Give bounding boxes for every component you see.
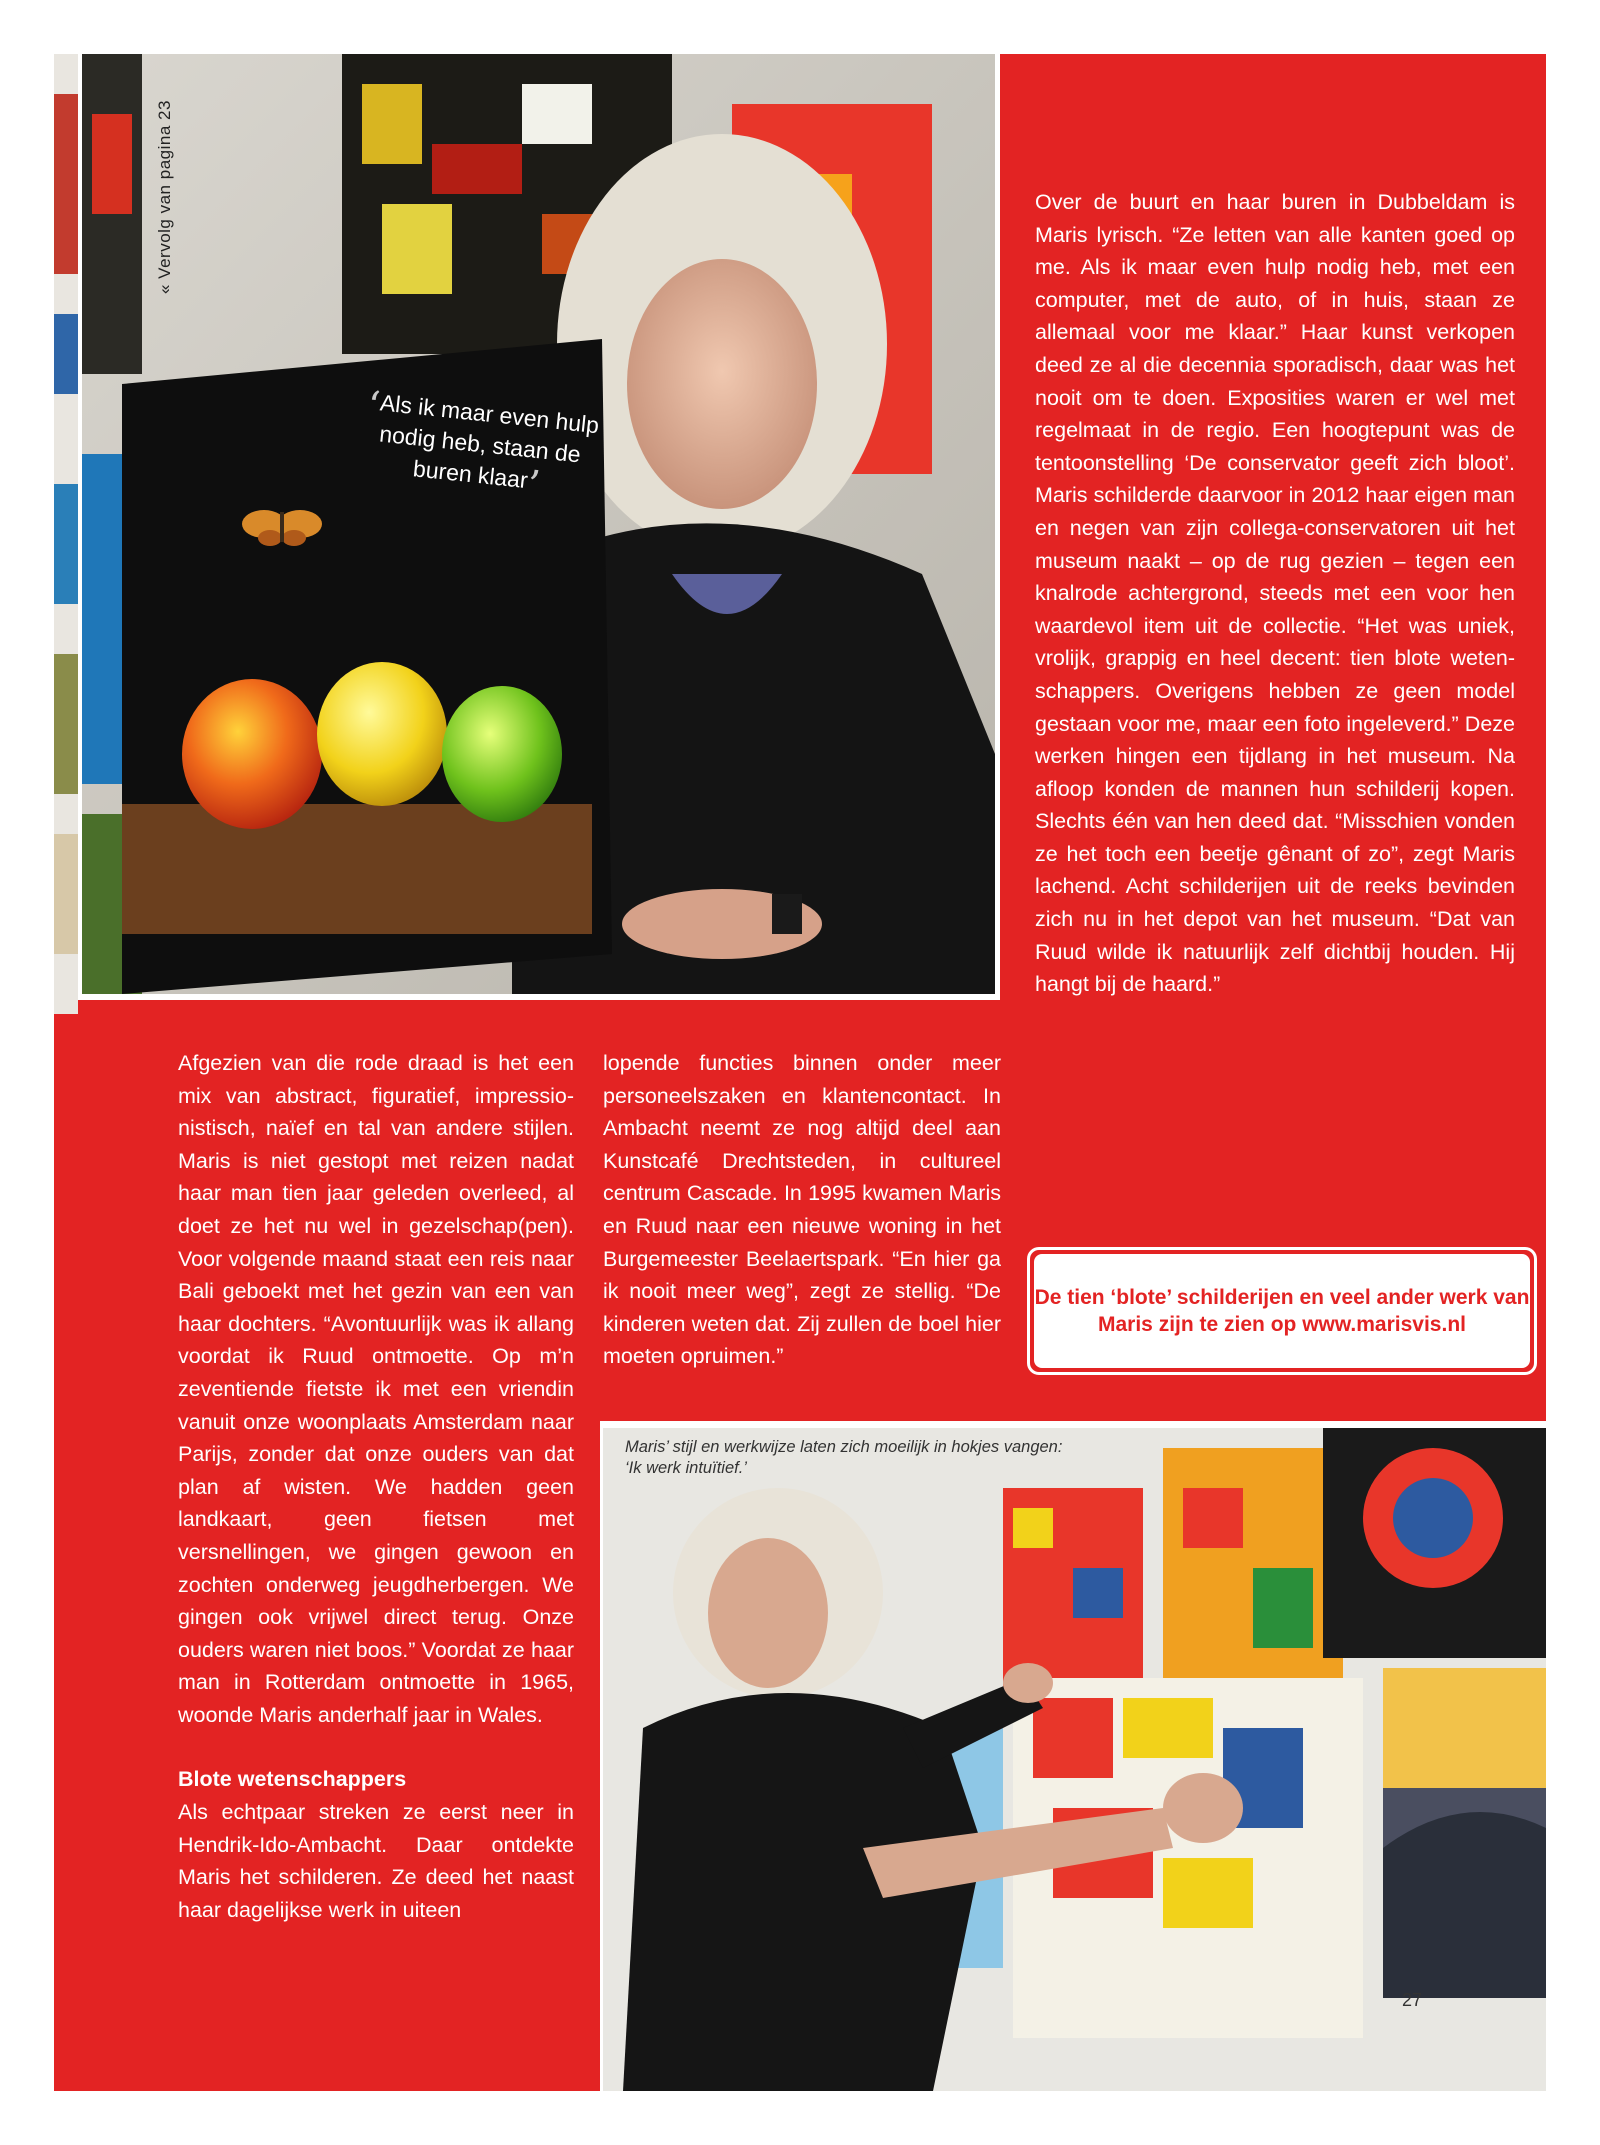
callout-box [1027,1247,1537,1375]
article-column-1 [178,1047,574,1926]
article-paragraph: lopende functies binnen onder meer personeelszaken en klantencontact. In Ambacht neemt ze nog altijd deel aan Kunstcafé Drechtsteden, in cultureel centrum Cascade. In 1995 kwamen Maris en Ruud naar een nieuwe woning in het Burgemeester Beelaertspark. “En hier ga ik nooit meer weg”, zegt ze stellig. “De kinderen weten dat. Zij zullen de boel hier moeten opruimen.” [603,1051,1001,1369]
open-quote-icon: ‘ [364,383,383,431]
article-column-2 [603,1047,1001,1373]
photo-caption: Maris’ stijl en werkwijze laten zich moeilijk in hokjes vangen: ‘Ik werk intuïtief.’ [625,1438,1063,1477]
article-paragraph: Over de buurt en haar buren in Dubbeldam is Maris lyrisch. “Ze letten van alle kanten goed op me. Als ik maar even hulp nodig heb, met een computer, met de auto, of in huis, staan ze allemaal voor me klaar.” Haar kunst verkopen deed ze al die decennia sporadisch, daar was het nooit om te doen. Exposities waren er wel met regelmaat in de regio. Een hoogtepunt was de tentoonstelling ‘De conservator geeft zich bloot’. Maris schilderde daarvoor in 2012 haar eigen man en negen van zijn collega-conservatoren uit het museum naakt – op de rug gezien – tegen een knalrode achtergrond, steeds met een voor hen waardevol item uit de collectie. “Het was uniek, vrolijk, grappig en heel decent: tien blote wetenschappers. Overigens hebben ze geen model gestaan voor me, maar een foto ingeleverd.” Deze werken hingen een tijdlang in het museum. Na afloop konden de mannen hun schilderij kopen. Slechts één van hen deed dat. “Misschien vonden ze het toch een beetje gênant of zo”, zegt Maris lachend. Acht schilderijen uit de reeks bevinden zich nu in het depot van het museum. “Dat van Ruud wilde ik natuurlijk zelf dichtbij houden. Hij hangt bij de haard.” [1035,190,1515,997]
page-number: 27 [1402,1990,1423,2010]
callout-text: De tien ‘blote’ schilderijen en veel ander werk van Maris zijn te zien op www.marisvis.nl [1034,1254,1530,1368]
article-column-3 [1035,186,1515,1001]
continued-from-label: « Vervolg van pagina 23 [155,100,174,294]
main-photo-artist-with-painting [82,54,995,994]
article-paragraph: Afgezien van die rode draad is het een mix van abstract, figuratief, impressionistisch, naïef en tal van andere stijlen. Maris is niet gestopt met reizen nadat haar man tien jaar geleden overleed, al doet ze het nu wel in gezelschap(pen). Voor volgende maand staat een reis naar Bali geboekt met het gezin van een van haar dochters. “Avontuurlijk was ik allang voordat ik Ruud ontmoette. Op m’n zeventiende fietste ik met een vriendin vanuit onze woonplaats Amsterdam naar Parijs, zonder dat onze ouders van dat plan af wisten. We hadden geen landkaart, geen fietsen met versnellingen, we gingen gewoon en zochten onderweg jeugdherbergen. We gingen ook vrijwel direct terug. Onze ouders waren niet boos.” Voordat ze haar man in Rotterdam ontmoette in 1965, woonde Maris anderhalf jaar in Wales. [178,1051,574,1727]
close-quote-icon: ’ [524,462,543,510]
article-paragraph: Als echtpaar streken ze eerst neer in Hendrik-Ido-Ambacht. Daar ontdekte Maris het schilderen. Ze deed het naast haar dagelijkse werk in uiteen [178,1800,574,1922]
article-subhead: Blote wetenschappers [178,1767,407,1792]
pull-quote-text: Als ik maar even hulp nodig heb, staan de buren klaar [378,389,601,494]
left-edge-photo [54,54,78,1014]
